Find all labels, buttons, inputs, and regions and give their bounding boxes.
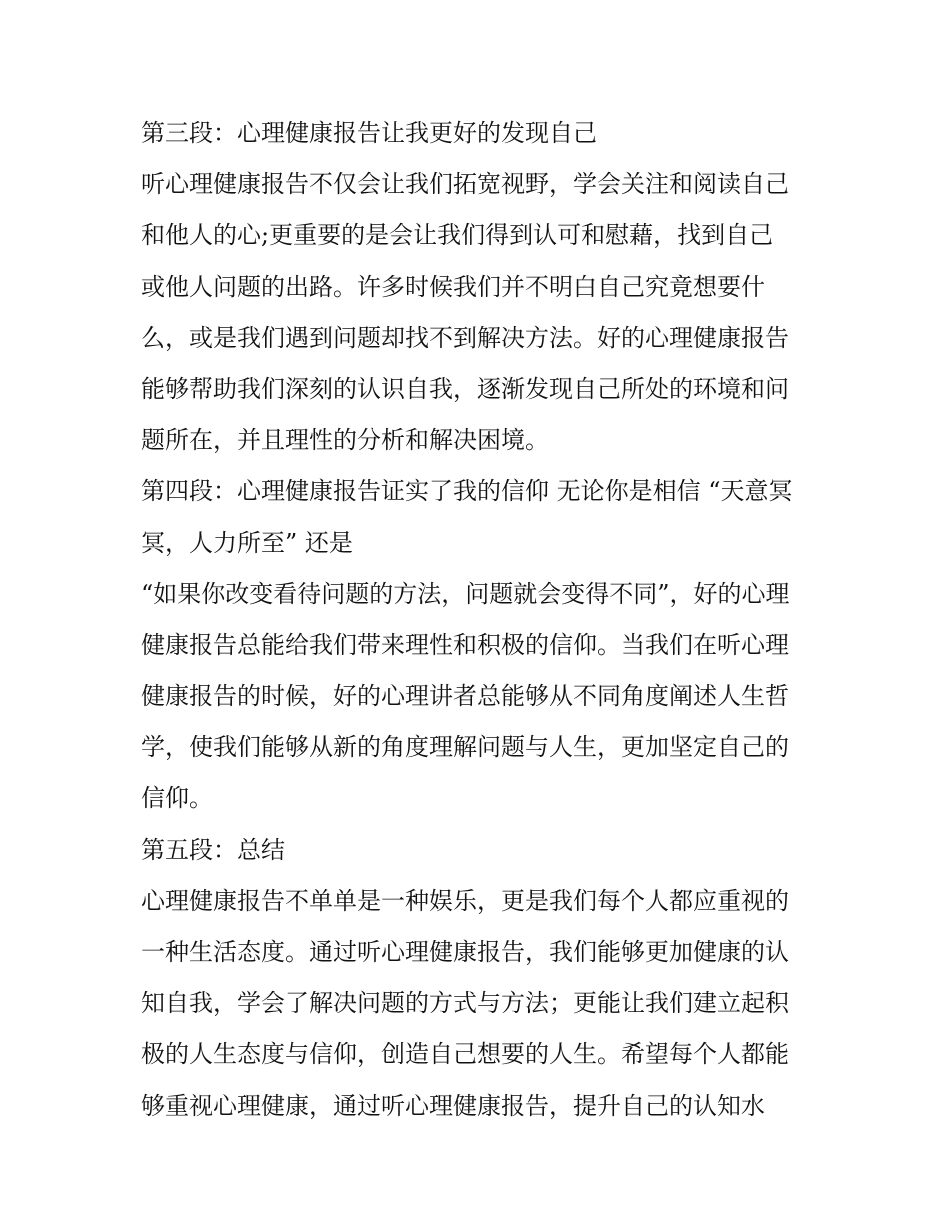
- paragraph-line: 么，或是我们遇到问题却找不到解决方法。好的心理健康报告: [141, 323, 789, 352]
- section-4-heading: 第四段：心理健康报告证实了我的信仰 无论你是相信 “天意冥: [141, 477, 793, 506]
- paragraph-line: 心理健康报告不单单是一种娱乐，更是我们每个人都应重视的: [141, 886, 789, 915]
- paragraph-line: 够重视心理健康，通过听心理健康报告，提升自己的认知水: [141, 1091, 765, 1120]
- paragraph-line: “如果你改变看待问题的方法，问题就会变得不同”，好的心理: [141, 579, 790, 608]
- section-3-heading: 第三段：心理健康报告让我更好的发现自己: [141, 119, 597, 147]
- paragraph-line: 冥，人力所至” 还是: [141, 528, 353, 557]
- paragraph-line: 和他人的心;更重要的是会让我们得到认可和慰藉，找到自己: [141, 221, 774, 250]
- paragraph-line: 健康报告的时候，好的心理讲者总能够从不同角度阐述人生哲: [141, 682, 789, 711]
- paragraph-line: 学，使我们能够从新的角度理解问题与人生，更加坚定自己的: [141, 733, 789, 762]
- paragraph-line: 信仰。: [141, 784, 213, 813]
- section-5-heading: 第五段：总结: [141, 835, 285, 864]
- paragraph-line: 题所在，并且理性的分析和解决困境。: [141, 426, 549, 455]
- paragraph-line: 听心理健康报告不仅会让我们拓宽视野，学会关注和阅读自己: [141, 170, 789, 199]
- paragraph-line: 或他人问题的出路。许多时候我们并不明白自己究竟想要什: [141, 272, 765, 301]
- paragraph-line: 一种生活态度。通过听心理健康报告，我们能够更加健康的认: [141, 938, 789, 966]
- paragraph-line: 健康报告总能给我们带来理性和积极的信仰。当我们在听心理: [141, 630, 789, 659]
- paragraph-line: 极的人生态度与信仰，创造自己想要的人生。希望每个人都能: [141, 1040, 789, 1069]
- paragraph-line: 能够帮助我们深刻的认识自我，逐渐发现自己所处的环境和问: [141, 374, 789, 403]
- document-body: [141, 108, 821, 1132]
- paragraph-line: 知自我，学会了解决问题的方式与方法；更能让我们建立起积: [141, 989, 789, 1018]
